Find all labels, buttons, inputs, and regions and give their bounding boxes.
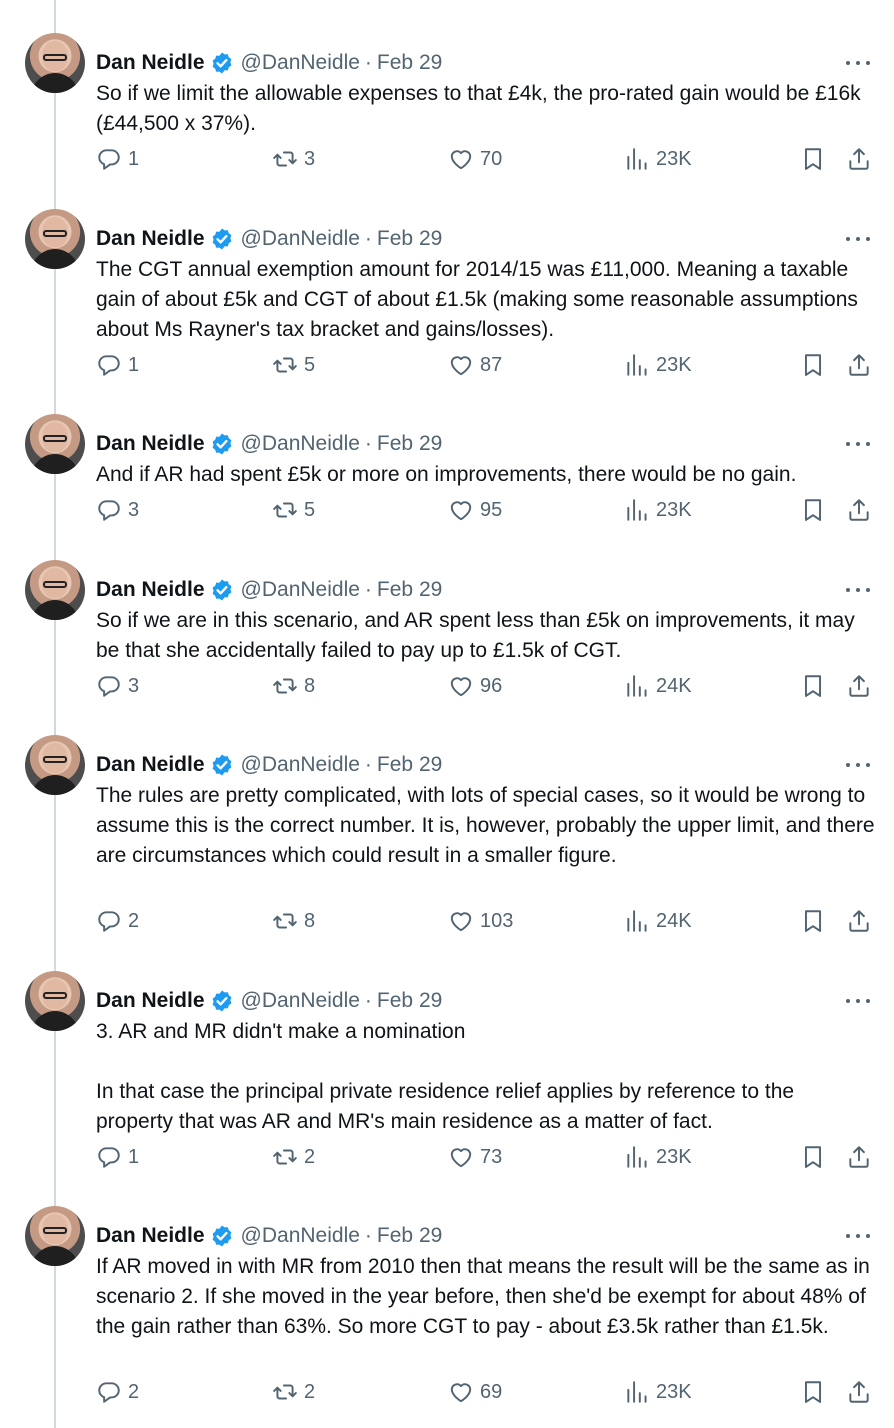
like-count: 96: [480, 674, 503, 697]
reply-count: 3: [128, 674, 140, 697]
repost-count: 2: [304, 1145, 316, 1168]
bookmark-icon[interactable]: [800, 497, 826, 523]
tweet-actions: [0, 144, 894, 174]
view-count: 23K: [656, 353, 692, 376]
reply-icon: [96, 1144, 122, 1170]
reply-button[interactable]: [96, 495, 139, 525]
repost-count: 2: [304, 1380, 316, 1403]
verified-badge-icon: [210, 753, 234, 777]
bookmark-icon[interactable]: [800, 146, 826, 172]
views-button[interactable]: [624, 671, 692, 701]
views-button[interactable]: [624, 144, 692, 174]
separator-dot: ·: [364, 432, 372, 455]
more-icon[interactable]: [844, 228, 872, 248]
like-button[interactable]: [448, 144, 502, 174]
more-icon[interactable]: [844, 52, 872, 72]
separator-dot: ·: [364, 989, 372, 1012]
tweet-header: [96, 986, 442, 1016]
tweet-date[interactable]: Feb 29: [376, 1224, 443, 1247]
tweet-text: 3. AR and MR didn't make a nomination In that case the principal private residence relief applies by reference to the property that was AR and MR's main residence as a matter of fact.: [96, 1020, 795, 1133]
reply-count: 1: [128, 147, 140, 170]
views-icon: [624, 908, 650, 934]
reply-button[interactable]: [96, 671, 139, 701]
author-handle[interactable]: @DanNeidle: [240, 51, 360, 74]
avatar[interactable]: [25, 735, 85, 795]
verified-badge-icon: [210, 1224, 234, 1248]
reply-icon: [96, 673, 122, 699]
reply-count: 3: [128, 498, 140, 521]
tweet-actions: [0, 1142, 894, 1172]
views-icon: [624, 352, 650, 378]
avatar[interactable]: [25, 33, 85, 93]
repost-icon: [272, 146, 298, 172]
view-count: 23K: [656, 498, 692, 521]
reply-button[interactable]: [96, 1142, 139, 1172]
view-count: 23K: [656, 1145, 692, 1168]
repost-button[interactable]: [272, 906, 315, 936]
tweet-date[interactable]: Feb 29: [376, 989, 443, 1012]
heart-icon: [448, 146, 474, 172]
tweet-header: [96, 429, 442, 459]
view-count: 24K: [656, 909, 692, 932]
reply-count: 1: [128, 1145, 140, 1168]
tweet-header: [96, 224, 442, 254]
heart-icon: [448, 497, 474, 523]
more-icon[interactable]: [844, 1225, 872, 1245]
share-icon[interactable]: [846, 146, 872, 172]
author-handle[interactable]: @DanNeidle: [240, 989, 360, 1012]
tweet-actions: [0, 906, 894, 936]
tweet-header: [96, 48, 442, 78]
view-count: 24K: [656, 674, 692, 697]
repost-icon: [272, 497, 298, 523]
tweet-actions: [0, 1377, 894, 1407]
repost-count: 5: [304, 498, 316, 521]
views-icon: [624, 1144, 650, 1170]
tweet-date[interactable]: Feb 29: [376, 227, 443, 250]
views-button[interactable]: [624, 350, 692, 380]
tweet-date[interactable]: Feb 29: [376, 753, 443, 776]
separator-dot: ·: [364, 227, 372, 250]
tweet-date[interactable]: Feb 29: [376, 578, 443, 601]
views-icon: [624, 1379, 650, 1405]
like-count: 103: [480, 909, 514, 932]
repost-icon: [272, 1379, 298, 1405]
views-icon: [624, 497, 650, 523]
reply-button[interactable]: [96, 1377, 139, 1407]
author-handle[interactable]: @DanNeidle: [240, 227, 360, 250]
views-button[interactable]: [624, 495, 692, 525]
repost-count: 8: [304, 909, 316, 932]
bookmark-icon[interactable]: [800, 673, 826, 699]
repost-button[interactable]: [272, 1142, 315, 1172]
separator-dot: ·: [364, 51, 372, 74]
separator-dot: ·: [364, 1224, 372, 1247]
tweet-date[interactable]: Feb 29: [376, 51, 443, 74]
avatar[interactable]: [25, 971, 85, 1031]
verified-badge-icon: [210, 578, 234, 602]
repost-button[interactable]: [272, 1377, 315, 1407]
like-button[interactable]: [448, 350, 502, 380]
like-button[interactable]: [448, 1142, 502, 1172]
heart-icon: [448, 908, 474, 934]
more-icon[interactable]: [844, 579, 872, 599]
repost-button[interactable]: [272, 350, 315, 380]
like-button[interactable]: [448, 495, 502, 525]
reply-icon: [96, 908, 122, 934]
views-button[interactable]: [624, 906, 692, 936]
heart-icon: [448, 1144, 474, 1170]
repost-button[interactable]: [272, 671, 315, 701]
author-name[interactable]: Dan Neidle: [96, 432, 205, 455]
author-handle[interactable]: @DanNeidle: [240, 1224, 360, 1247]
avatar[interactable]: [25, 1206, 85, 1266]
reply-icon: [96, 352, 122, 378]
more-icon[interactable]: [844, 754, 872, 774]
author-handle[interactable]: @DanNeidle: [240, 578, 360, 601]
repost-button[interactable]: [272, 495, 315, 525]
share-icon[interactable]: [846, 497, 872, 523]
tweet-text: So if we are in this scenario, and AR spent less than £5k on improvements, it may be that she accidentally failed to pay up to £1.5k of CGT.: [96, 609, 861, 662]
verified-badge-icon: [210, 432, 234, 456]
repost-icon: [272, 673, 298, 699]
share-icon[interactable]: [846, 1379, 872, 1405]
author-name[interactable]: Dan Neidle: [96, 578, 205, 601]
like-count: 70: [480, 147, 503, 170]
author-handle[interactable]: @DanNeidle: [240, 432, 360, 455]
tweet-actions: [0, 495, 894, 525]
bookmark-icon[interactable]: [800, 352, 826, 378]
heart-icon: [448, 1379, 474, 1405]
avatar[interactable]: [25, 414, 85, 474]
reply-count: 2: [128, 1380, 140, 1403]
avatar[interactable]: [25, 560, 85, 620]
bookmark-icon[interactable]: [800, 908, 826, 934]
author-name[interactable]: Dan Neidle: [96, 227, 205, 250]
repost-count: 8: [304, 674, 316, 697]
reply-icon: [96, 497, 122, 523]
repost-icon: [272, 908, 298, 934]
like-count: 73: [480, 1145, 503, 1168]
repost-icon: [272, 352, 298, 378]
repost-icon: [272, 1144, 298, 1170]
tweet-header: [96, 1221, 442, 1251]
repost-count: 3: [304, 147, 316, 170]
tweet-text: The rules are pretty complicated, with lots of special cases, so it would be wrong to assume this is the correct number. It is, however, probably the upper limit, and there are circumstances which could result in a smaller figure.: [96, 784, 881, 867]
like-button[interactable]: [448, 1377, 502, 1407]
bookmark-icon[interactable]: [800, 1379, 826, 1405]
view-count: 23K: [656, 1380, 692, 1403]
reply-icon: [96, 146, 122, 172]
tweet-text: So if we limit the allowable expenses to that £4k, the pro-rated gain would be £16k (£44,500 x 37%).: [96, 82, 867, 135]
like-button[interactable]: [448, 906, 513, 936]
bookmark-icon[interactable]: [800, 1144, 826, 1170]
repost-count: 5: [304, 353, 316, 376]
reply-button[interactable]: [96, 906, 139, 936]
separator-dot: ·: [364, 578, 372, 601]
tweet-text: If AR moved in with MR from 2010 then that means the result will be the same as in scenario 2. If she moved in the year before, then she'd be exempt for about 48% of the gain rather than 63%. So more CGT to pay - about £3.5k rather than £1.5k.: [96, 1255, 876, 1338]
reply-count: 1: [128, 353, 140, 376]
share-icon[interactable]: [846, 673, 872, 699]
author-name[interactable]: Dan Neidle: [96, 1224, 205, 1247]
tweet-actions: [0, 350, 894, 380]
verified-badge-icon: [210, 51, 234, 75]
view-count: 23K: [656, 147, 692, 170]
reply-icon: [96, 1379, 122, 1405]
verified-badge-icon: [210, 227, 234, 251]
heart-icon: [448, 673, 474, 699]
reply-count: 2: [128, 909, 140, 932]
author-name[interactable]: Dan Neidle: [96, 753, 205, 776]
tweet-text: And if AR had spent £5k or more on improvements, there would be no gain.: [96, 463, 797, 486]
author-name[interactable]: Dan Neidle: [96, 51, 205, 74]
repost-button[interactable]: [272, 144, 315, 174]
like-count: 87: [480, 353, 503, 376]
author-handle[interactable]: @DanNeidle: [240, 753, 360, 776]
tweet-header: [96, 750, 442, 780]
more-icon[interactable]: [844, 433, 872, 453]
tweet-header: [96, 575, 442, 605]
views-icon: [624, 146, 650, 172]
views-icon: [624, 673, 650, 699]
tweet-actions: [0, 671, 894, 701]
heart-icon: [448, 352, 474, 378]
views-button[interactable]: [624, 1377, 692, 1407]
separator-dot: ·: [364, 753, 372, 776]
tweet-date[interactable]: Feb 29: [376, 432, 443, 455]
avatar[interactable]: [25, 209, 85, 269]
verified-badge-icon: [210, 989, 234, 1013]
share-icon[interactable]: [846, 352, 872, 378]
like-button[interactable]: [448, 671, 502, 701]
reply-button[interactable]: [96, 350, 139, 380]
more-icon[interactable]: [844, 990, 872, 1010]
author-name[interactable]: Dan Neidle: [96, 989, 205, 1012]
like-count: 95: [480, 498, 503, 521]
views-button[interactable]: [624, 1142, 692, 1172]
like-count: 69: [480, 1380, 503, 1403]
reply-button[interactable]: [96, 144, 139, 174]
tweet-text: The CGT annual exemption amount for 2014/15 was £11,000. Meaning a taxable gain of about £5k and CGT of about £1.5k (making some reasonable assumptions about Ms Rayner's tax bracket and gains/losses).: [96, 258, 864, 341]
share-icon[interactable]: [846, 1144, 872, 1170]
share-icon[interactable]: [846, 908, 872, 934]
